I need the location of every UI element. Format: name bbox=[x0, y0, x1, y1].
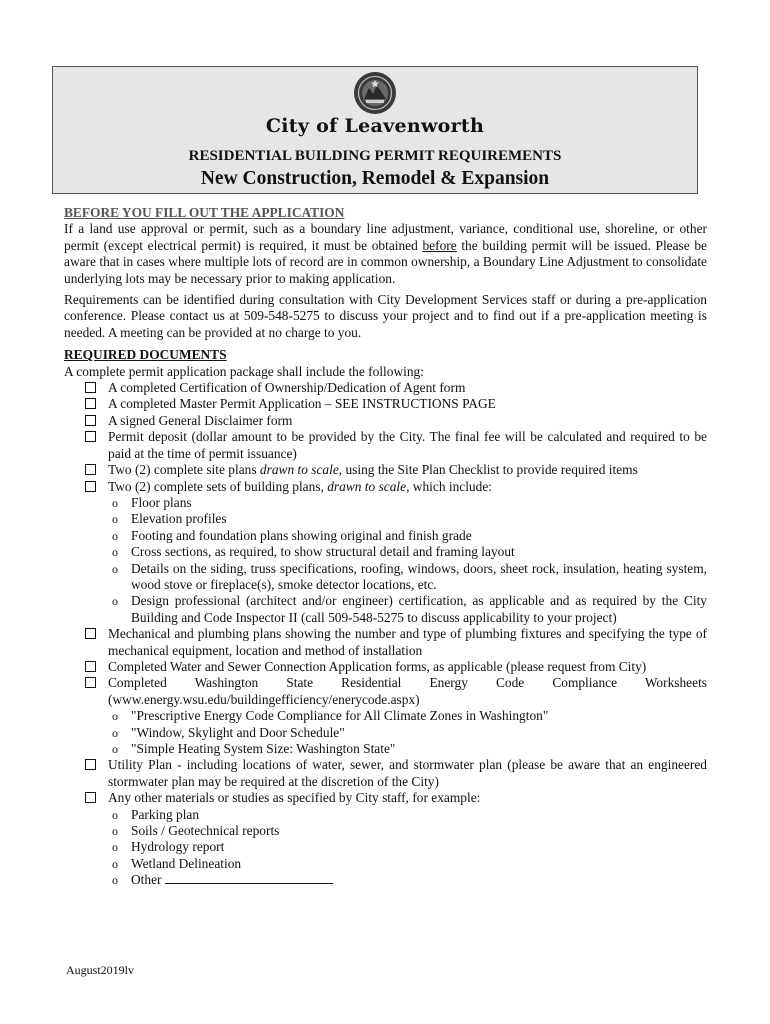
checkbox[interactable] bbox=[85, 464, 96, 475]
checkbox[interactable] bbox=[85, 398, 96, 409]
bullet: o bbox=[112, 856, 118, 871]
sub-list-item: o Footing and foundation plans showing original and finish grade bbox=[112, 527, 472, 543]
sub-list-item: o "Window, Skylight and Door Schedule" bbox=[112, 724, 345, 740]
required-documents-checklist-continued bbox=[64, 626, 707, 708]
required-documents-heading: REQUIRED DOCUMENTS bbox=[64, 347, 227, 363]
checklist-item: Permit deposit (dollar amount to be provided by the City. The final fee will be calculated and required to be paid at the time of permit issuance) bbox=[64, 429, 707, 462]
checkbox[interactable] bbox=[85, 759, 96, 770]
bullet: o bbox=[112, 840, 118, 855]
before-emphasis: before bbox=[422, 237, 457, 253]
sub-list-item: o Soils / Geotechnical reports bbox=[112, 823, 280, 839]
sub-list-item: o Elevation profiles bbox=[112, 511, 227, 527]
sub-list-item: o "Prescriptive Energy Code Compliance for All Climate Zones in Washington" bbox=[112, 708, 549, 724]
bullet: o bbox=[112, 561, 118, 576]
energy-code-sublist bbox=[64, 708, 707, 757]
sub-list-item: o Hydrology report bbox=[112, 839, 225, 855]
bullet: o bbox=[112, 594, 118, 609]
document-subtitle: New Construction, Remodel & Expansion bbox=[200, 168, 550, 189]
checklist-item: Mechanical and plumbing plans showing the number and type of plumbing fixtures and specifying the type of mechanical equipment, location and method of installation bbox=[64, 626, 707, 659]
sub-list-item: o Cross sections, as required, to show structural detail and framing layout bbox=[112, 544, 515, 560]
document-body bbox=[64, 205, 707, 889]
checkbox[interactable] bbox=[85, 628, 96, 639]
bullet: o bbox=[112, 545, 118, 560]
checklist-item: Completed Water and Sewer Connection Application forms, as applicable (please request from City) bbox=[64, 659, 707, 675]
checkbox[interactable] bbox=[85, 382, 96, 393]
other-materials-sublist bbox=[64, 807, 707, 889]
bullet: o bbox=[112, 824, 118, 839]
checklist-item: Utility Plan - including locations of water, sewer, and stormwater plan (please be aware that an engineered stormwater plan may be required at the discretion of the City) bbox=[64, 757, 707, 790]
bullet: o bbox=[112, 512, 118, 527]
bullet: o bbox=[112, 709, 118, 724]
checklist-item: A completed Master Permit Application – SEE INSTRUCTIONS PAGE bbox=[64, 396, 707, 412]
checkbox[interactable] bbox=[85, 792, 96, 803]
sub-list-item: o Details on the siding, truss specifications, roofing, windows, doors, sheet rock, insulation, heating system, wood stove or fireplace(s), smoke detector locations, etc. bbox=[112, 560, 707, 592]
city-name: City of Leavenworth bbox=[265, 115, 485, 137]
city-seal-icon bbox=[353, 71, 397, 115]
checkbox[interactable] bbox=[85, 481, 96, 492]
sub-list-item: o "Simple Heating System Size: Washington State" bbox=[112, 741, 396, 756]
sub-list-item: o Wetland Delineation bbox=[112, 855, 242, 871]
checkbox[interactable] bbox=[85, 661, 96, 672]
checklist-item: Any other materials or studies as specified by City staff, for example: bbox=[64, 790, 707, 806]
checklist-item: A completed Certification of Ownership/Dedication of Agent form bbox=[64, 380, 707, 396]
checkbox[interactable] bbox=[85, 415, 96, 426]
checklist-item: Two (2) complete sets of building plans, drawn to scale, which include: bbox=[64, 479, 707, 495]
bullet: o bbox=[112, 725, 118, 740]
other-fill-in-blank[interactable] bbox=[165, 872, 333, 884]
bullet: o bbox=[112, 873, 118, 888]
checkbox[interactable] bbox=[85, 431, 96, 442]
required-documents-checklist bbox=[64, 380, 707, 495]
building-plans-sublist bbox=[64, 495, 707, 626]
checklist-item: Completed Washington State Residential Energy Code Compliance Worksheets (www.energy.wsu.edu/buildingefficiency/enerycode.aspx) bbox=[64, 675, 707, 708]
sub-list-item: o Design professional (architect and/or engineer) certification, as applicable and as required by the City Building and Code Inspector II (call 509-548-5275 to discuss applicability to your project) bbox=[112, 593, 707, 625]
bullet: o bbox=[112, 495, 118, 510]
bullet: o bbox=[112, 528, 118, 543]
before-paragraph-2: Requirements can be identified during consultation with City Development Services staff or during a pre-application conference. Please contact us at 509-548-5275 to discuss your project and to find out if a pre-application meeting is needed. A meeting can be provided at no charge to you. bbox=[64, 292, 707, 340]
before-section-heading: BEFORE YOU FILL OUT THE APPLICATION bbox=[64, 205, 345, 220]
sub-list-item: o Parking plan bbox=[112, 806, 200, 822]
revision-footer: August2019lv bbox=[66, 963, 135, 977]
required-documents-intro: A complete permit application package shall include the following: bbox=[64, 363, 424, 379]
sub-list-item-other: o Other bbox=[64, 872, 707, 888]
document-title: RESIDENTIAL BUILDING PERMIT REQUIREMENTS bbox=[188, 148, 562, 164]
checklist-item: Two (2) complete site plans drawn to scale, using the Site Plan Checklist to provide required items bbox=[64, 462, 707, 478]
bullet: o bbox=[112, 742, 118, 756]
sub-list-item: o Floor plans bbox=[112, 494, 192, 510]
checklist-item: A signed General Disclaimer form bbox=[64, 413, 707, 429]
document-header bbox=[52, 66, 698, 194]
bullet: o bbox=[112, 807, 118, 822]
checkbox[interactable] bbox=[85, 677, 96, 688]
before-paragraph-1: If a land use approval or permit, such as a boundary line adjustment, variance, conditional use, shoreline, or other permit (except electrical permit) is required, it must be obtained before the building permit will be issued. Please be aware that in cases where multiple lots of record are in common ownership, a Boundary Line Adjustment to consolidate underlying lots may be necessary prior to making application. bbox=[64, 221, 707, 286]
required-documents-checklist-final bbox=[64, 757, 707, 806]
